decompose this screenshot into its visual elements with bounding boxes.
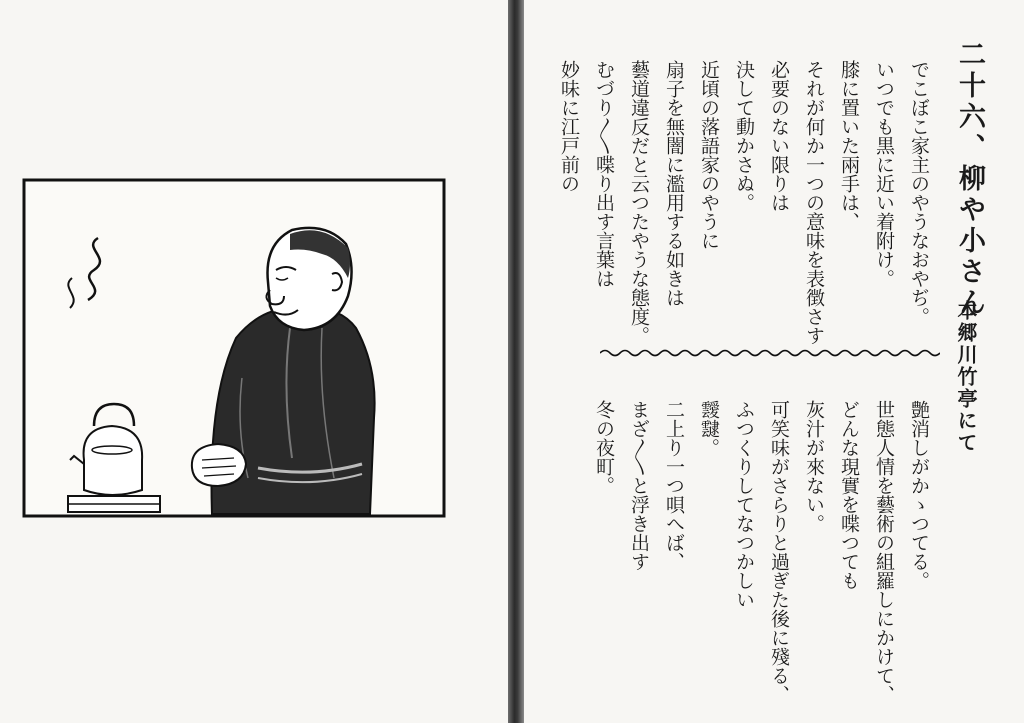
poem-lower-line: 二上り一つ唄へば、 [663,400,685,571]
poem-upper-line: むづり〳〵喋り出す言葉は [593,60,615,288]
poem-lower-line: 可笑味がさらりと過ぎた後に殘る、 [768,400,790,704]
poem-lower-line: まざ〳〵と浮き出す [628,400,650,571]
poem-lower-line: 世態人情を藝術の組羅しにかけて、 [873,400,895,704]
rakugo-performer-illustration [22,178,446,518]
poem-upper-line: 近頃の落語家のやうに [698,60,720,250]
poem-upper-line: でこぼこ家主のやうなおやぢ。 [908,60,930,326]
poem-upper-line: 決して動かさぬ。 [733,60,755,212]
poem-lower-line: 灰汁が來ない。 [803,400,825,533]
poem-lower-line: どんな現實を喋つても [838,400,860,590]
book-gutter [508,0,524,723]
poem-upper-line: 膝に置いた兩手は、 [838,60,860,231]
poem-upper-line: 扇子を無闇に濫用する如きは [663,60,685,307]
poem-lower-line: 冬の夜町。 [593,400,615,495]
chapter-subtitle: 本郷川竹亭にて [954,300,978,454]
wavy-divider [600,347,940,359]
poem-upper-line: いつでも黒に近い着附け。 [873,60,895,288]
poem-upper-line: 必要のない限りは [768,60,790,212]
poem-upper-line: 妙味に江戸前の [558,60,580,193]
poem-lower-line: 艶消しがかゝつてる。 [908,400,930,590]
left-page [0,0,510,723]
poem-upper-line: 藝道違反だと云つたやうな態度。 [628,60,650,345]
poem-upper-line: それが何か一つの意味を表徴さす [803,60,825,345]
chapter-title: 二十六、柳や小さん [954,40,985,319]
poem-lower-line: ふつくりしてなつかしい [733,400,755,609]
poem-lower-line: 靉靆。 [698,400,720,457]
